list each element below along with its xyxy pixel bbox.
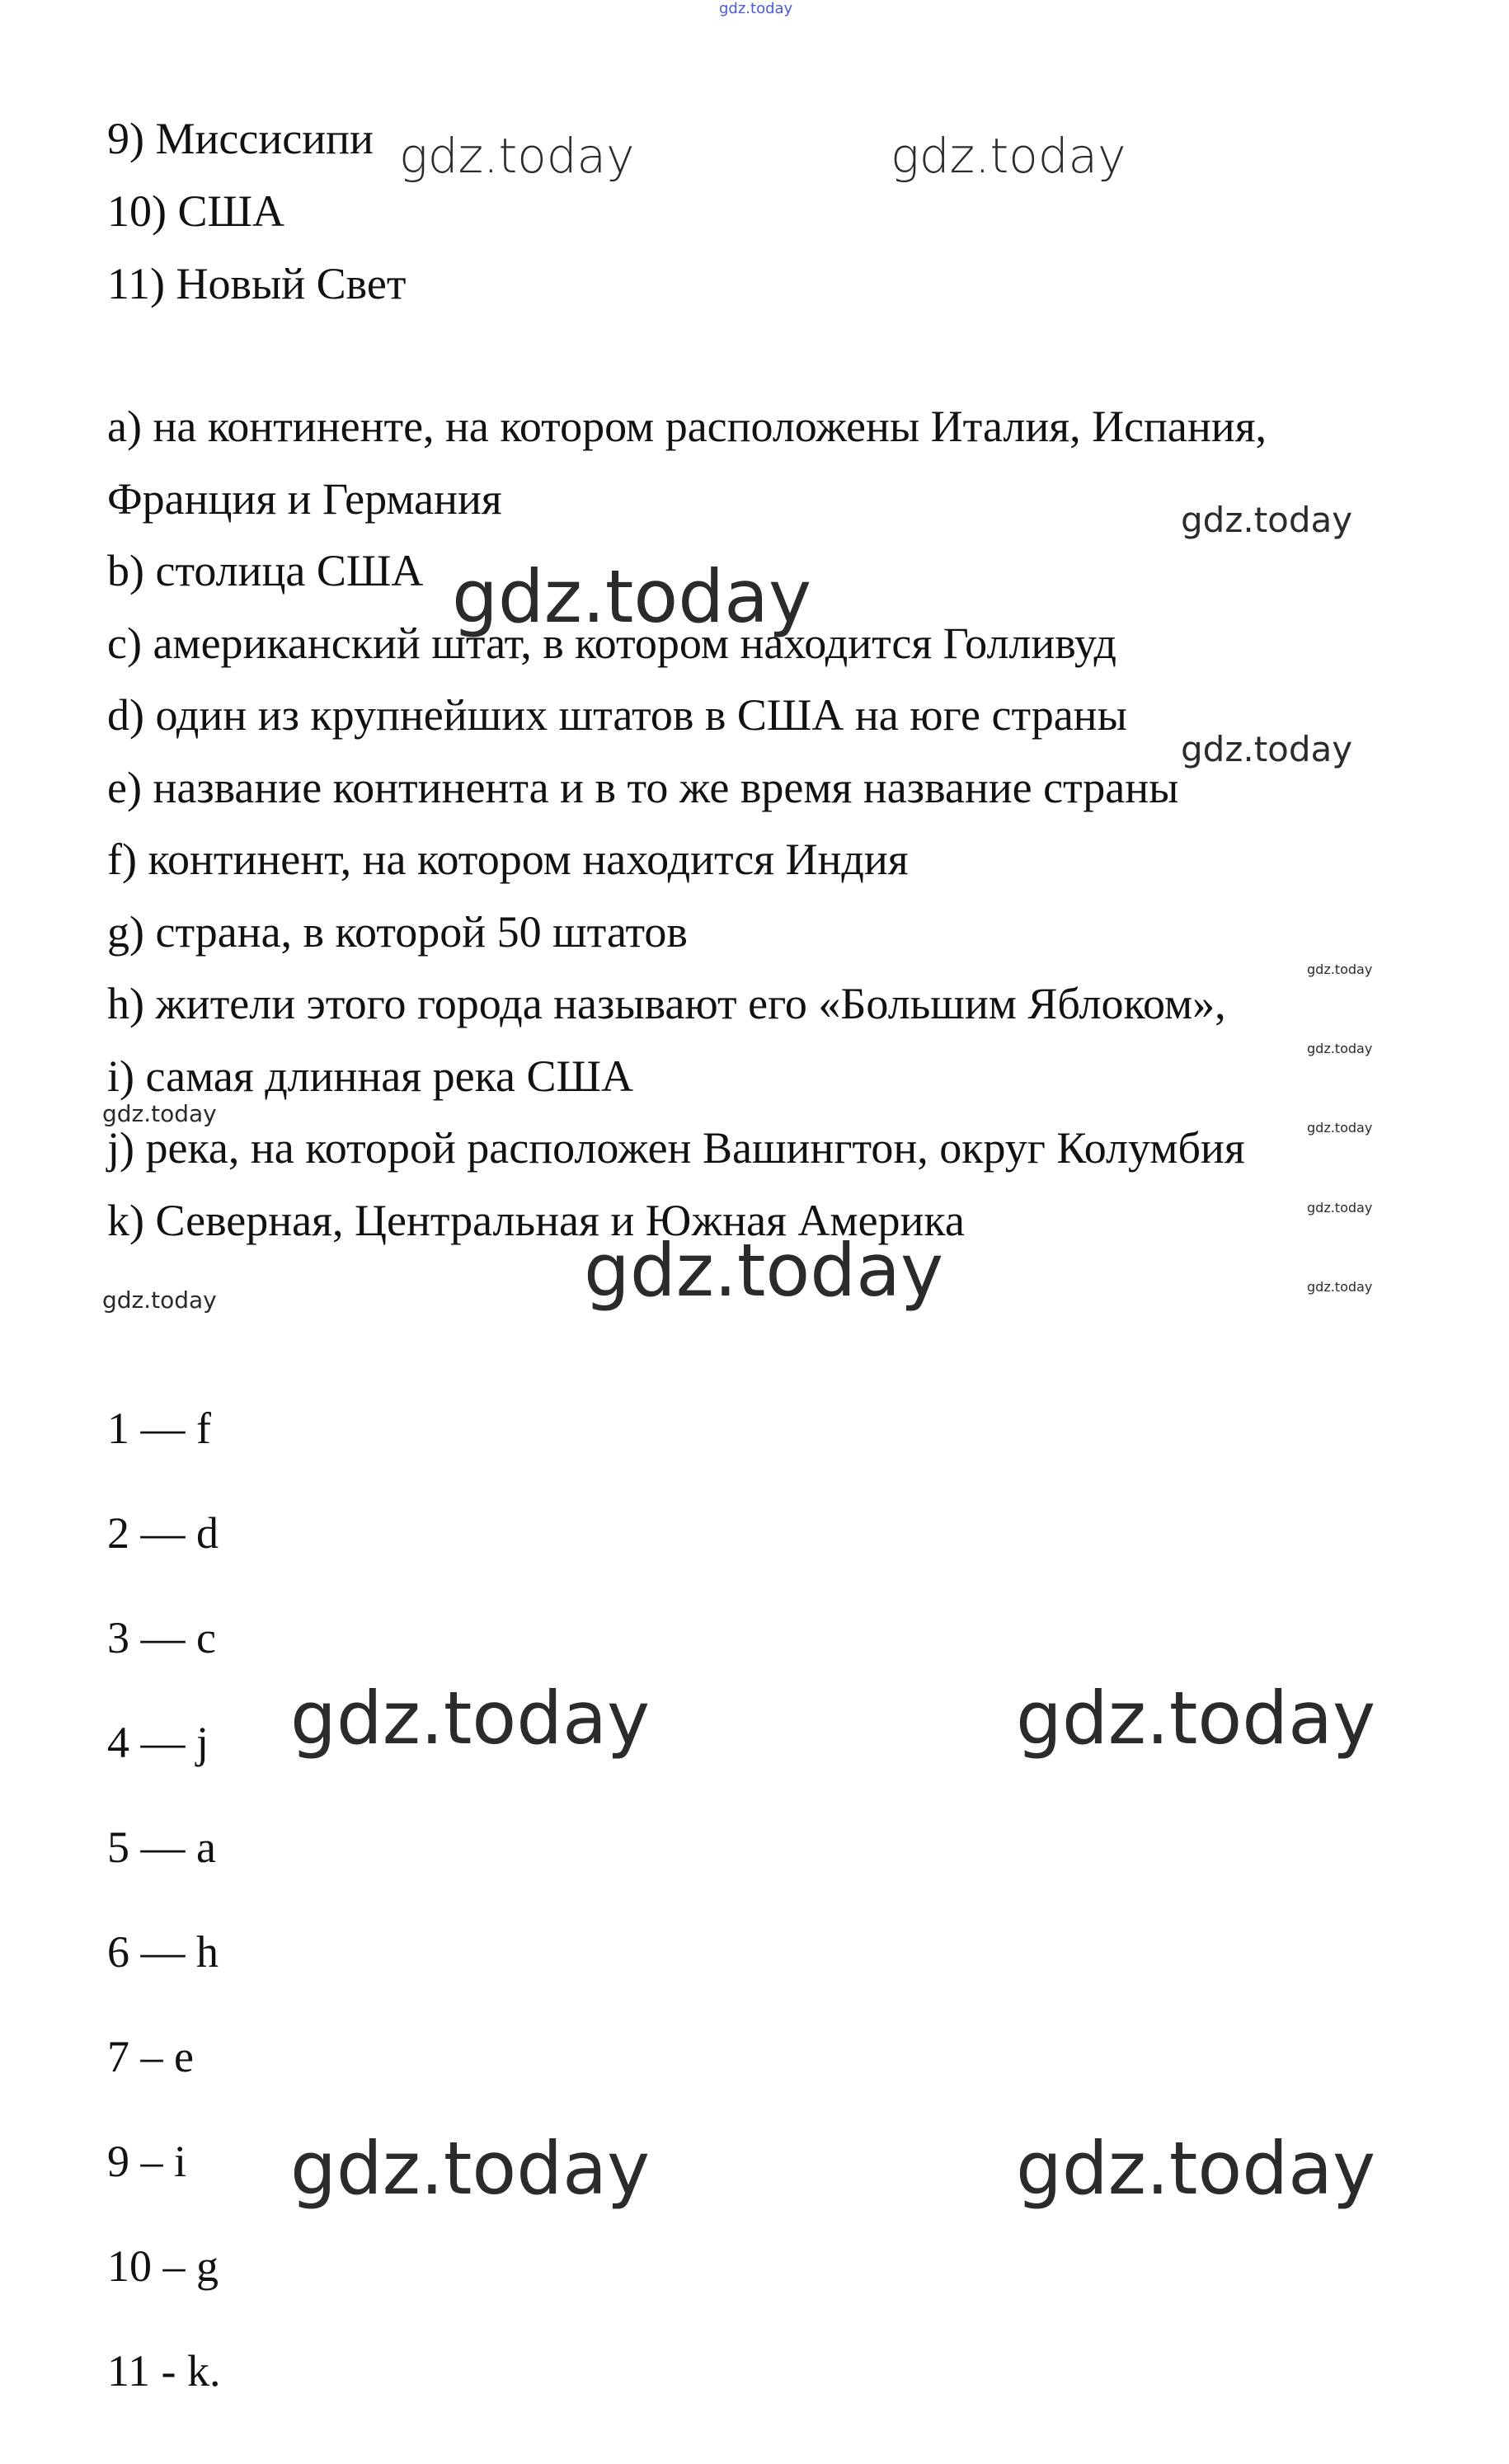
list-item-10: 10) США (107, 186, 284, 236)
definition-a-line2: Франция и Германия (107, 474, 502, 524)
definition-f: f) континент, на котором находится Индия (107, 835, 909, 884)
watermark: gdz.today (452, 554, 812, 639)
watermark-top: gdz.today (719, 0, 793, 17)
watermark: gdz.today (290, 1676, 651, 1761)
watermark: gdz.today (891, 128, 1126, 184)
definition-h: h) жители этого города называют его «Большим Яблоком», (107, 979, 1226, 1028)
answer-2: 2 — d (107, 1508, 219, 1558)
watermark: gdz.today (290, 2126, 651, 2211)
watermark: gdz.today (399, 128, 635, 184)
answer-3: 3 — c (107, 1613, 216, 1662)
watermark: gdz.today (1307, 1120, 1373, 1136)
list-item-9: 9) Миссисипи (107, 114, 374, 163)
watermark: gdz.today (102, 1286, 217, 1314)
definition-j: j) река, на которой расположен Вашингтон, округ Колумбия (107, 1123, 1245, 1173)
definition-d: d) один из крупнейших штатов в США на юге страны (107, 690, 1127, 740)
answer-5: 5 — a (107, 1822, 216, 1872)
definition-g: g) страна, в которой 50 штатов (107, 907, 688, 957)
watermark: gdz.today (1016, 1676, 1376, 1761)
answer-4: 4 — j (107, 1718, 209, 1767)
answer-1: 1 — f (107, 1404, 211, 1453)
definition-b: b) столица США (107, 546, 424, 595)
definition-i: i) самая длинная река США (107, 1051, 633, 1101)
answer-6: 6 — h (107, 1927, 219, 1977)
answer-11: 11 - k. (107, 2346, 221, 2396)
answer-10: 10 – g (107, 2241, 219, 2291)
watermark: gdz.today (584, 1228, 944, 1313)
watermark: gdz.today (1016, 2126, 1376, 2211)
watermark: gdz.today (1307, 1200, 1373, 1216)
list-item-11: 11) Новый Свет (107, 259, 407, 308)
watermark: gdz.today (1307, 962, 1373, 977)
definition-e: e) название континента и в то же время название страны (107, 763, 1179, 812)
definition-k: k) Северная, Центральная и Южная Америка (107, 1196, 965, 1245)
watermark: gdz.today (1181, 500, 1353, 540)
watermark: gdz.today (1181, 729, 1353, 769)
definition-c: c) американский штат, в котором находится Голливуд (107, 618, 1116, 668)
watermark: gdz.today (1307, 1279, 1373, 1295)
watermark: gdz.today (1307, 1041, 1373, 1056)
answer-7: 7 – e (107, 2032, 194, 2081)
definition-a-line1: a) на континенте, на котором расположены Италия, Испания, (107, 402, 1267, 451)
answer-9: 9 – i (107, 2137, 187, 2186)
watermark: gdz.today (102, 1100, 217, 1127)
